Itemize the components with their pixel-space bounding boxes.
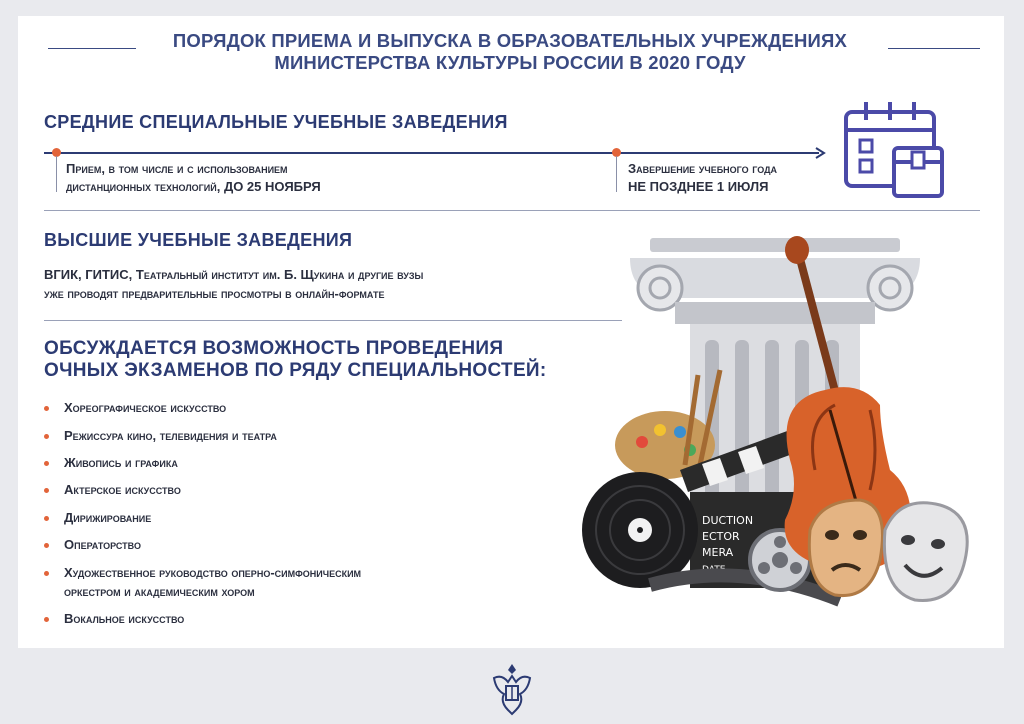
page-title [130,30,890,74]
bullet-icon [44,516,49,521]
graduation-deadline: НЕ ПОЗДНЕЕ 1 ИЮЛЯ [628,179,769,194]
calendar-icon [842,100,950,204]
higher-universities: ВГИК, ГИТИС, [44,267,133,282]
admission-deadline: ДО 25 НОЯБРЯ [223,179,321,194]
clapper-text-1: DUCTION [702,514,754,527]
graduation-line1: Завершение учебного года [628,161,778,176]
vinyl-record-icon [582,472,698,588]
exams-heading-line2: ОЧНЫХ ЭКЗАМЕНОВ ПО РЯДУ СПЕЦИАЛЬНОСТЕЙ: [44,360,547,381]
bullet-icon [44,406,49,411]
bullet-icon [44,434,49,439]
admission-line1: Прием, в том числе и с использованием [66,161,288,176]
page-title-line1: ПОРЯДОК ПРИЕМА И ВЫПУСКА В ОБРАЗОВАТЕЛЬНЫХ УЧРЕЖДЕНИЯХ [172,30,848,51]
clapper-text-2: ECTOR [702,530,740,543]
clapper-text-4: DATE [702,565,726,575]
culture-illustration [580,230,1000,640]
higher-text [44,265,423,303]
higher-line1-rest: Театральный институт им. Б. Щукина и другие вузы [135,267,424,282]
timeline-arrow-icon [814,146,828,160]
timeline-tick-admission [56,156,57,192]
bullet-icon [44,488,49,493]
divider-1 [44,210,980,211]
page-title-line2: МИНИСТЕРСТВА КУЛЬТУРЫ РОССИИ В 2020 ГОДУ [274,52,746,73]
graduation-text [628,160,777,196]
exams-heading [44,338,547,382]
title-rule-left [48,48,136,49]
ministry-emblem-icon [490,660,534,716]
exams-heading-line1: ОБСУЖДАЕТСЯ ВОЗМОЖНОСТЬ ПРОВЕДЕНИЯ [44,338,504,359]
clapper-text-3: MERA [702,546,734,559]
higher-heading: ВЫСШИЕ УЧЕБНЫЕ ЗАВЕДЕНИЯ [44,230,353,250]
bullet-icon [44,617,49,622]
divider-2 [44,320,622,321]
bullet-icon [44,461,49,466]
higher-line2: уже проводят предварительные просмотры в онлайн-формате [44,286,385,301]
secondary-heading: СРЕДНИЕ СПЕЦИАЛЬНЫЕ УЧЕБНЫЕ ЗАВЕДЕНИЯ [44,112,508,132]
bullet-icon [44,571,49,576]
title-rule-right [888,48,980,49]
timeline-tick-graduation [616,156,617,192]
timeline-line [44,152,819,154]
bullet-icon [44,543,49,548]
admission-line2: дистанционных технологий, [66,179,221,194]
admission-text [66,160,321,196]
